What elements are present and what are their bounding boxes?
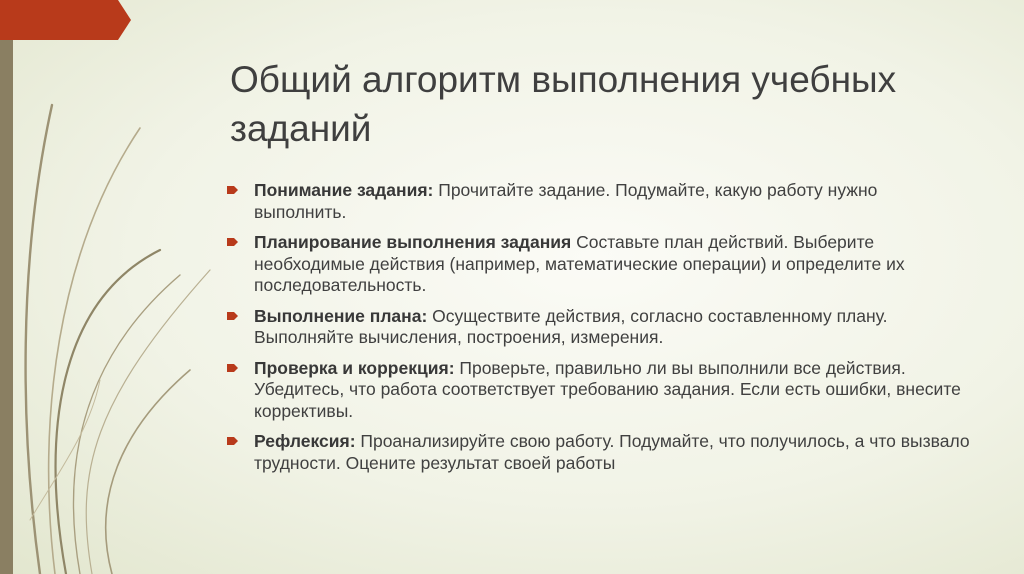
curve-5 [86,270,210,574]
bullet-list [227,180,972,483]
list-item [227,306,972,349]
list-item [227,358,972,423]
bullet-arrow-icon [227,437,238,445]
item-text: Проверьте, правильно ли вы выполнили все действия. Убедитесь, что работа соответствует требованию задания. Если есть ошибки, внесите коррективы. [254,357,961,421]
item-term: Планирование выполнения задания [254,232,572,252]
curve-7 [106,370,190,574]
accent-arrow-shape [0,0,131,40]
item-text: Прочитайте задание. Подумайте, какую работу нужно выполнить. [254,180,878,222]
item-text: Проанализируйте свою работу. Подумайте, что получилось, а что вызвало трудности. Оцените результат своей работы [254,431,970,473]
curve-6 [30,380,100,520]
item-text: Составьте план действий. Выберите необходимые действия (например, математические операции) и определите их последовательность. [254,232,905,295]
bullet-arrow-icon [227,364,238,372]
bullet-arrow-icon [227,186,238,194]
curve-2 [49,128,140,574]
list-item [227,180,972,223]
item-term: Проверка и коррекция: [254,357,455,378]
bullet-arrow-icon [227,312,238,320]
item-text: Осуществите действия, согласно составленному плану. Выполняйте вычисления, построения, измерения. [254,305,888,347]
title-accent-arrow [0,0,135,40]
curve-4 [74,275,180,574]
item-term: Понимание задания: [254,180,434,200]
curve-1 [26,105,52,574]
curve-3 [56,250,160,574]
item-term: Рефлексия: [254,431,356,451]
item-term: Выполнение плана: [254,305,428,326]
slide-title: Общий алгоритм выполнения учебных заданий [230,59,897,149]
list-item [227,431,972,474]
list-item [227,232,972,297]
bullet-arrow-icon [227,238,238,246]
